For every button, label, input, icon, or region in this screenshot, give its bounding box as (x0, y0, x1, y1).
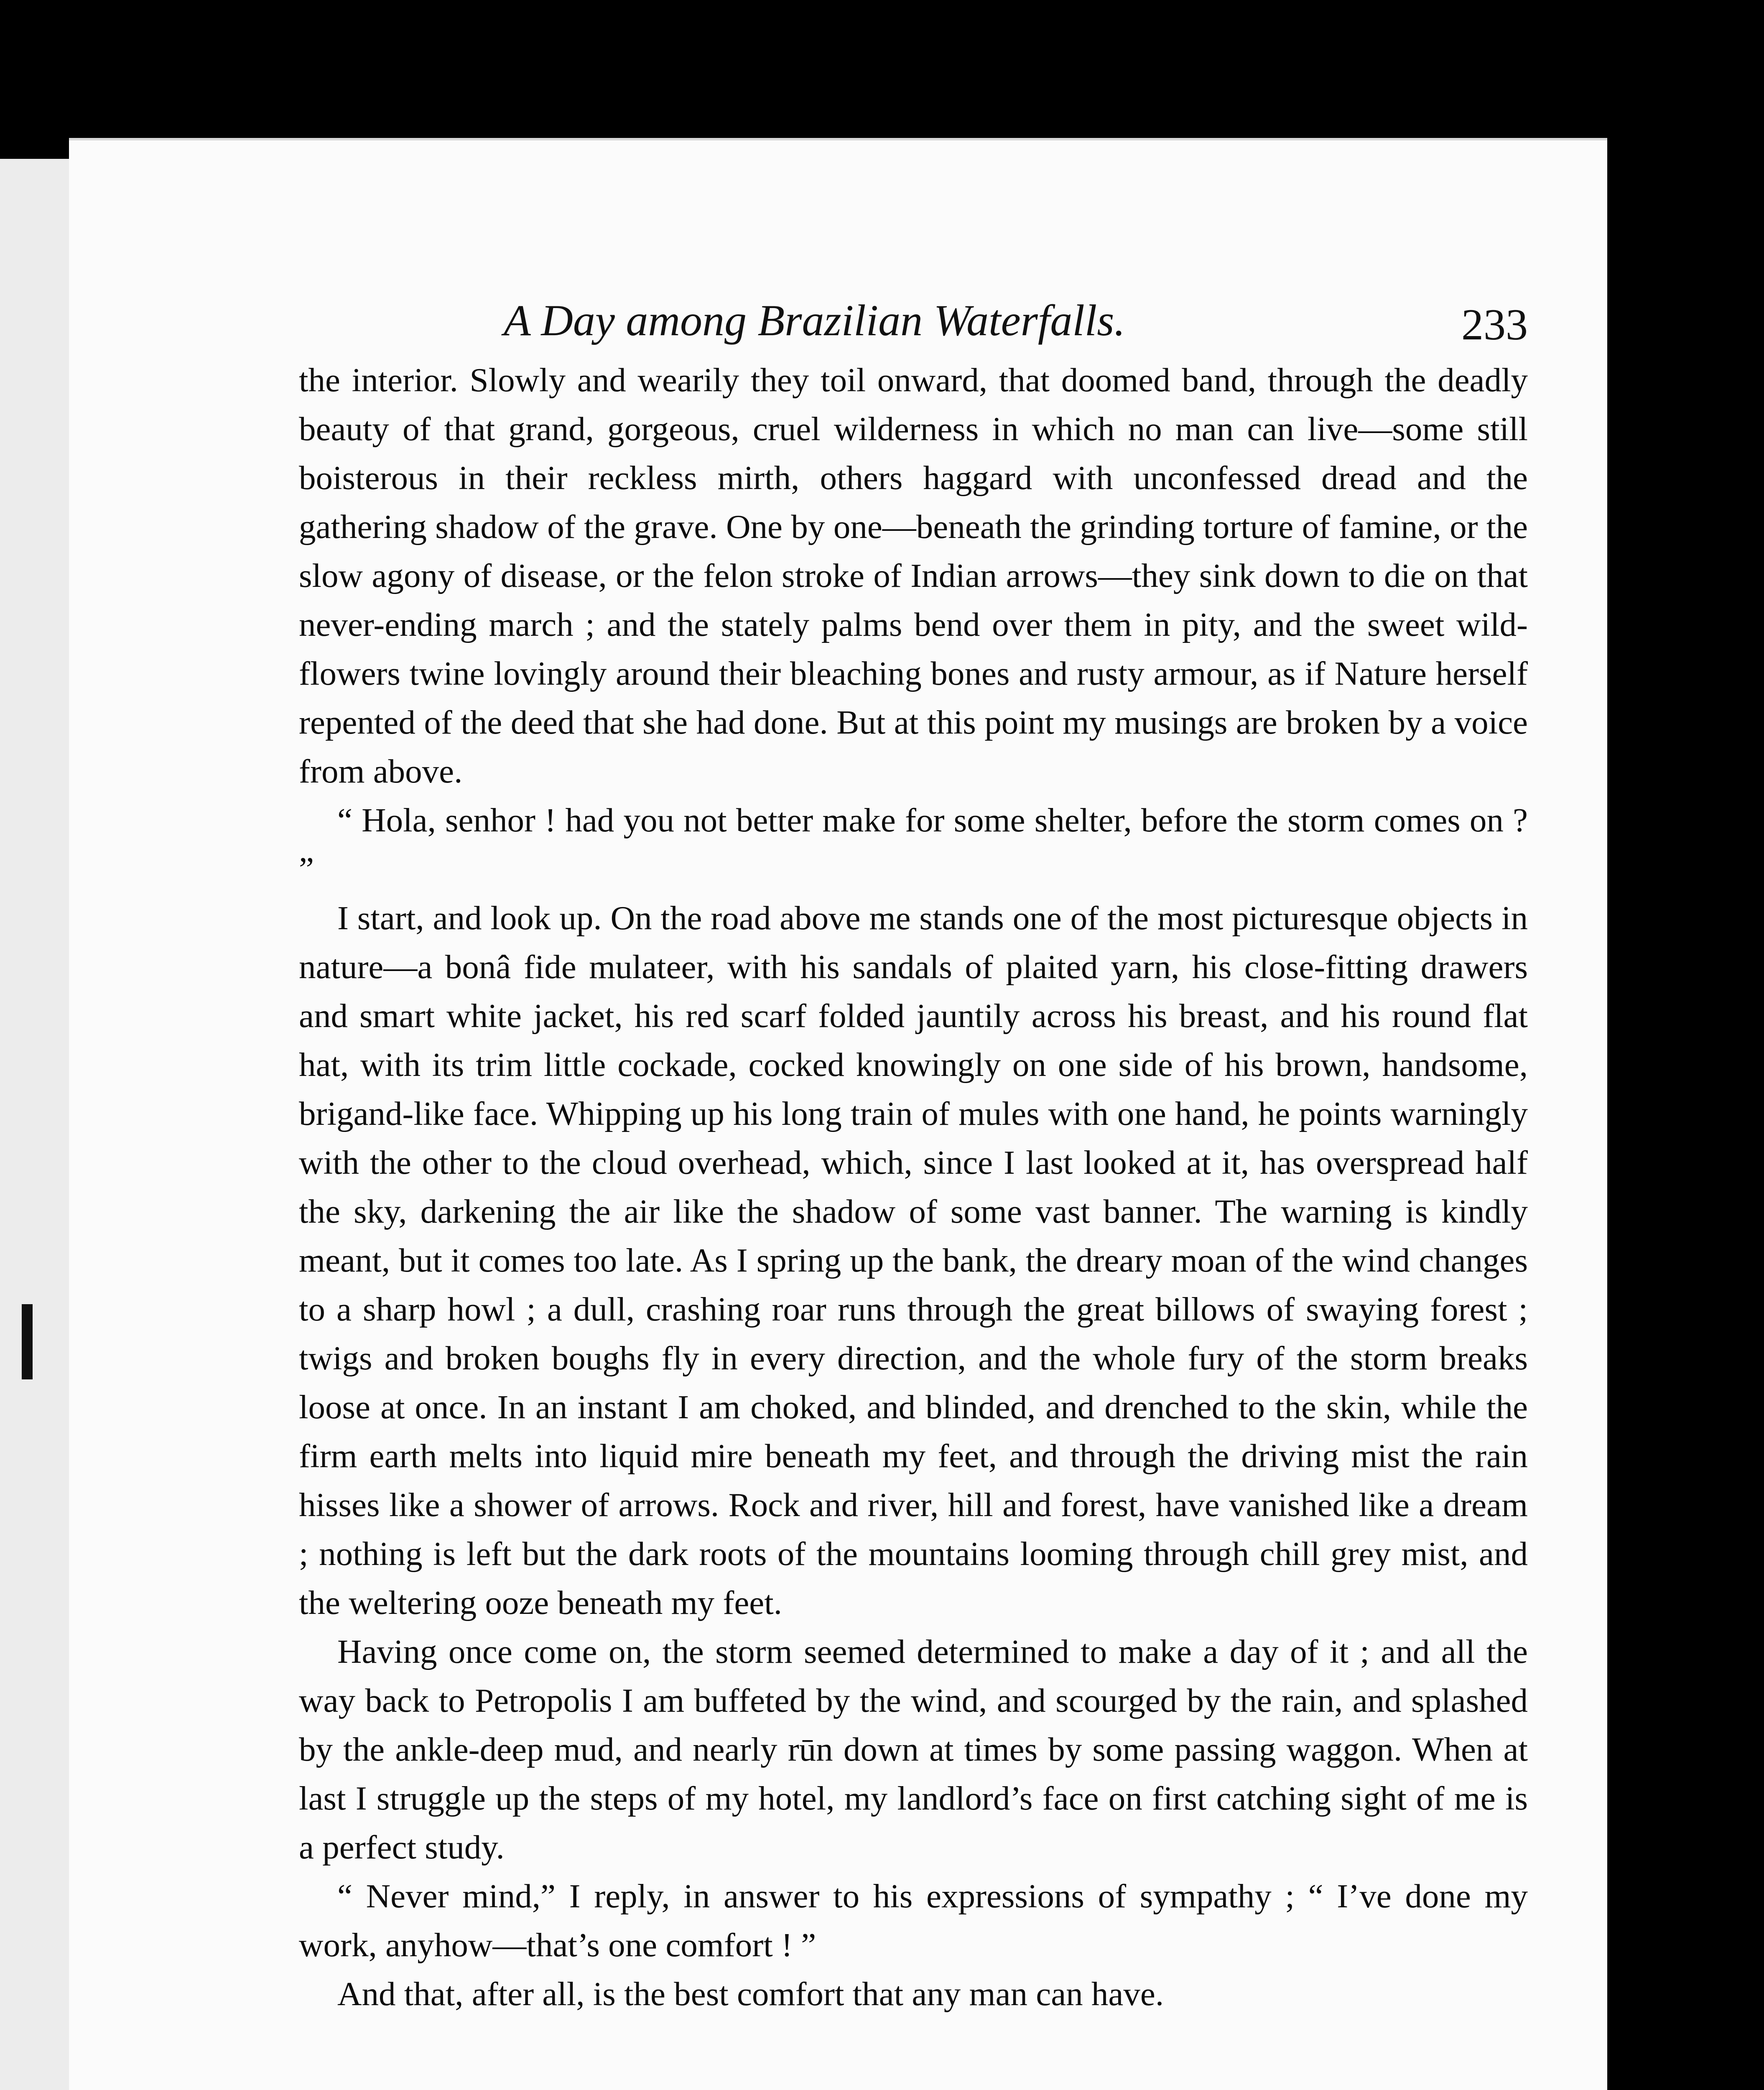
page-number: 233 (1461, 300, 1528, 349)
paragraph: I start, and look up. On the road above me stands one of the most picturesque objects in nature—a bonâ fide mulateer, with his sandals of plaited yarn, his close-fitting drawers and smart white jacket, his red scarf folded jauntily across his breast, and his round flat hat, with its trim little cockade, cocked knowingly on one side of his brown, handsome, brigand-like face. Whipping up his long train of mules with one hand, he points warningly with the other to the cloud overhead, which, since I last looked at it, has overspread half the sky, darkening the air like the shadow of some vast banner. The warning is kindly meant, but it comes too late. As I spring up the bank, the dreary moan of the wind changes to a sharp howl ; a dull, crashing roar runs through the great billows of swaying forest ; twigs and broken boughs fly in every direction, and the whole fury of the storm breaks loose at once. In an instant I am choked, and blinded, and drenched to the skin, while the firm earth melts into liquid mire beneath my feet, and through the driving mist the rain hisses like a shower of arrows. Rock and river, hill and forest, have vanished like a dream ; nothing is left but the dark roots of the mountains looming through chill grey mist, and the weltering ooze beneath my feet. (299, 899, 1528, 1621)
running-title: A Day among Brazilian Waterfalls. (504, 296, 1126, 345)
paragraph: And that, after all, is the best comfort that any man can have. (337, 1975, 1164, 2013)
paragraph: “ Never mind,” I reply, in answer to his expressions of sympathy ; “ I’ve done my work, anyhow—that’s one comfort ! ” (299, 1877, 1528, 1964)
paragraph: the interior. Slowly and wearily they toil onward, that doomed band, through the deadly beauty of that grand, gorgeous, cruel wilderness in which no man can live—some still boisterous in their reckless mirth, others haggard with unconfessed dread and the gathering shadow of the grave. One by one—beneath the grinding torture of famine, or the slow agony of disease, or the felon stroke of Indian arrows—they sink down to die on that never-ending march ; and the stately palms bend over them in pity, and the sweet wild-flowers twine lovingly around their bleaching bones and rusty armour, as if Nature herself repented of the deed that she had done. But at this point my musings are broken by a voice from above. (299, 361, 1528, 790)
paragraph: Having once come on, the storm seemed determined to make a day of it ; and all the way back to Petropolis I am buffeted by the wind, and scourged by the rain, and splashed by the ankle-deep mud, and nearly rūn down at times by some passing waggon. When at last I struggle up the steps of my hotel, my landlord’s face on first catching sight of me is a perfect study. (299, 1633, 1528, 1866)
previous-page-edge (0, 159, 76, 2090)
paragraph: “ Hola, senhor ! had you not better make for some shelter, before the storm comes on ? ” (299, 801, 1528, 888)
page-header (504, 295, 1528, 358)
body-text (299, 356, 1528, 2019)
book-page (69, 138, 1607, 2090)
binding-mark (22, 1304, 33, 1379)
